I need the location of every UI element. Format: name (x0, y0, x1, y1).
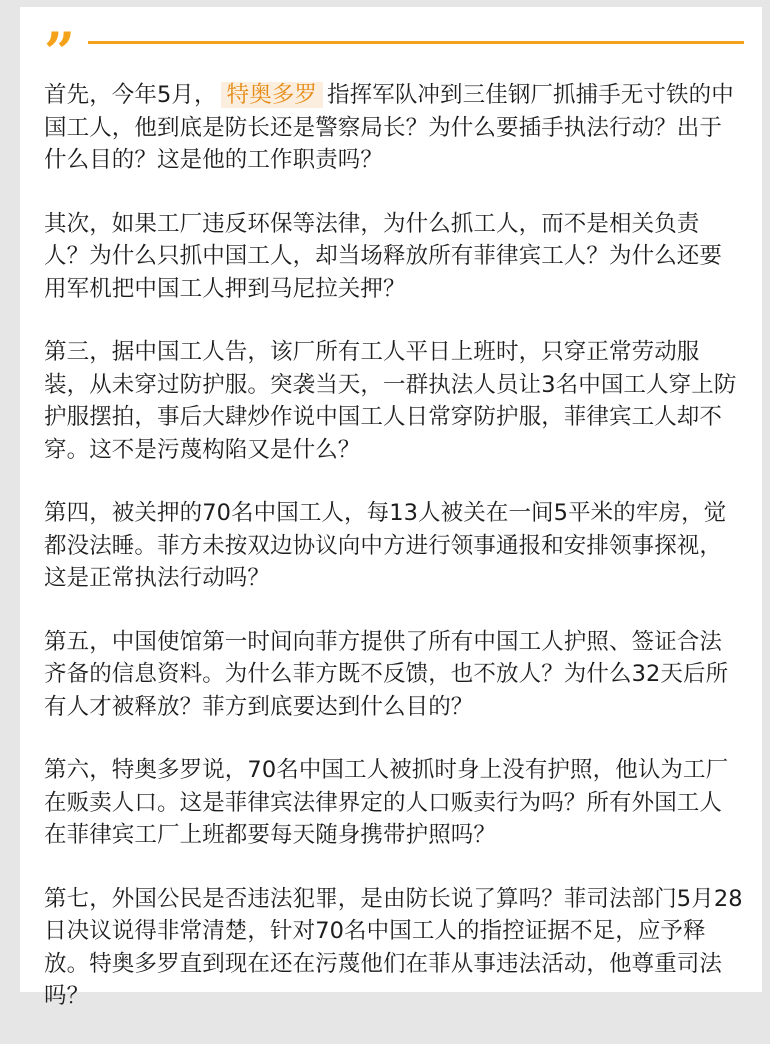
highlighted-name-link[interactable]: 特奥多罗 (221, 82, 323, 108)
left-double-quote-icon: ” (44, 20, 70, 84)
article-body (44, 79, 744, 1044)
paragraph-5: 第五，中国使馆第一时间向菲方提供了所有中国工人护照、签证合法齐备的信息资料。为什么菲方既不反馈，也不放人？为什么32天后所有人才被释放？菲方到底要达到什么目的？ (44, 628, 729, 720)
article-card (20, 7, 762, 1009)
paragraph-2: 其次，如果工厂违反环保等法律，为什么抓工人，而不是相关负责人？为什么只抓中国工人，却当场释放所有菲律宾工人？为什么还要用军机把中国工人押到马尼拉关押？ (44, 210, 723, 302)
header-divider (88, 41, 744, 44)
paragraph-1-after: 指挥军队冲到三佳钢厂抓捕手无寸铁的中国工人，他到底是防长还是警察局长？为什么要插手执法行动？出于什么目的？这是他的工作职责吗？ (44, 82, 734, 173)
paragraph-6: 第六，特奥多罗说，70名中国工人被抓时身上没有护照，他认为工厂在贩卖人口。这是菲律宾法律界定的人口贩卖行为吗？所有外国工人在菲律宾工厂上班都要每天随身携带护照吗？ (44, 757, 729, 848)
paragraph-3: 第三，据中国工人告，该厂所有工人平日上班时，只穿正常劳动服装，从未穿过防护服。突袭当天，一群执法人员让3名中国工人穿上防护服摆拍，事后大肆炒作说中国工人日常穿防护服，菲律宾工人却不穿。这不是污蔑构陷又是什么？ (44, 339, 737, 463)
paragraph-1-before: 首先，今年5月， (44, 82, 217, 108)
paragraph-1 (44, 79, 744, 177)
paragraph-7: 第七，外国公民是否违法犯罪，是由防长说了算吗？菲司法部门5月28日决议说得非常清楚，针对70名中国工人的指控证据不足，应予释放。特奥多罗直到现在还在污蔑他们在菲从事违法活动，他尊重司法吗？ (44, 885, 743, 1009)
paragraph-4: 第四，被关押的70名中国工人，每13人被关在一间5平米的牢房，觉都没法睡。菲方未按双边协议向中方进行领事通报和安排领事探视，这是正常执法行动吗？ (44, 500, 727, 591)
article-header (44, 20, 744, 84)
